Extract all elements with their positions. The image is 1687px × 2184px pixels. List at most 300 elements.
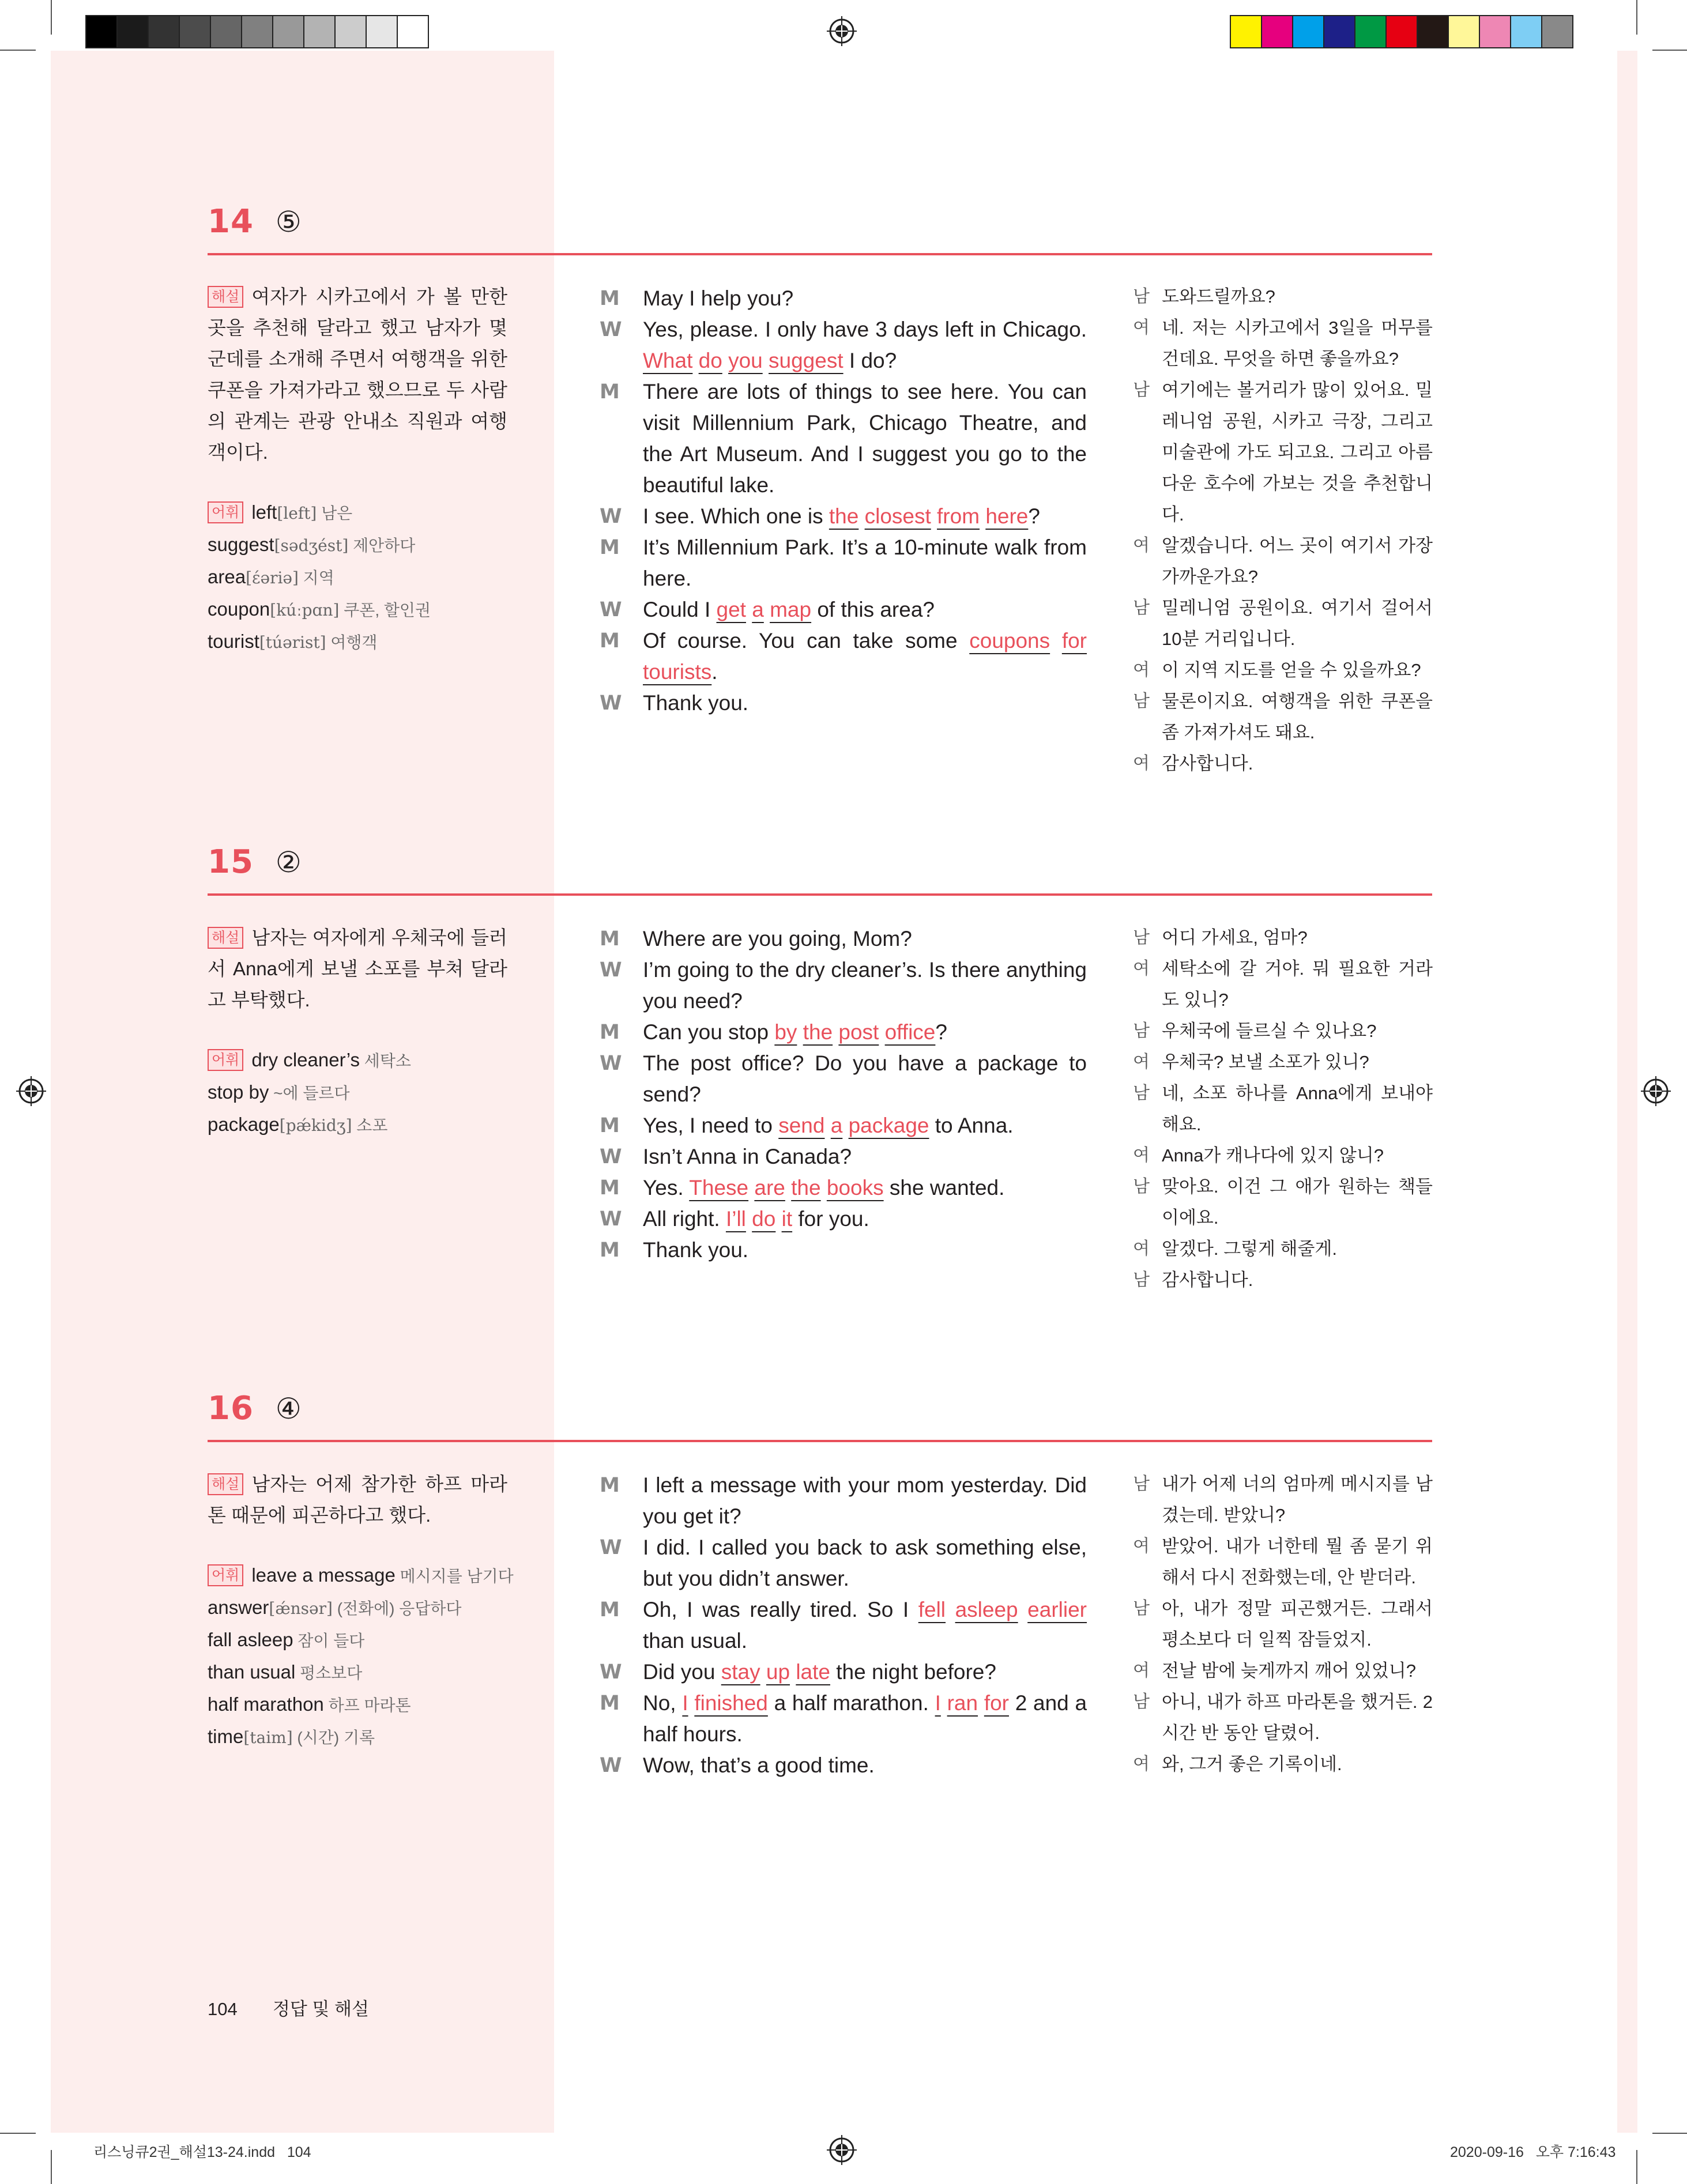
translation-text: 이 지역 지도를 얻을 수 있을까요? bbox=[1162, 660, 1421, 680]
blank-answer: map bbox=[770, 598, 812, 621]
grayscale-swatch bbox=[397, 15, 429, 48]
translation-line bbox=[1133, 1593, 1433, 1655]
dialogue-line bbox=[600, 1594, 1087, 1657]
page-footer bbox=[208, 1994, 369, 2020]
translation-text: 어디 가세요, 엄마? bbox=[1162, 927, 1308, 948]
translation-line bbox=[1133, 1140, 1433, 1171]
color-swatch bbox=[1479, 15, 1511, 48]
blank-answer: do bbox=[698, 349, 722, 372]
question-number: 15 bbox=[208, 843, 254, 881]
vocab-phonetic: [left] bbox=[277, 504, 317, 523]
explanation-tag: 해설 bbox=[208, 286, 243, 308]
blank-answer: post bbox=[838, 1020, 879, 1044]
speaker-label: M bbox=[600, 1598, 620, 1621]
translation-text: 네, 소포 하나를 Anna에게 보내야 해요. bbox=[1162, 1083, 1433, 1134]
vocab-phonetic: [túərist] bbox=[259, 633, 326, 652]
blank-answer: for bbox=[984, 1691, 1009, 1715]
vocab-meaning: 메시지를 남기다 bbox=[395, 1567, 514, 1585]
blank-answer: it bbox=[781, 1207, 793, 1231]
speaker-label: 남 bbox=[1133, 1692, 1150, 1711]
translation-text: 내가 어제 너의 엄마께 메시지를 남겼는데. 받았니? bbox=[1162, 1474, 1433, 1525]
speaker-label: 남 bbox=[1133, 692, 1150, 711]
explanation-block bbox=[208, 1469, 514, 1753]
speaker-label: 남 bbox=[1133, 1474, 1150, 1493]
speaker-label: 남 bbox=[1133, 287, 1150, 306]
vocab-word: stop by bbox=[208, 1081, 269, 1103]
blank-answer: by bbox=[774, 1020, 797, 1044]
translation-line bbox=[1133, 1171, 1433, 1234]
vocab-word: area bbox=[208, 566, 246, 587]
english-dialogue bbox=[600, 923, 1087, 1266]
grayscale-swatch bbox=[148, 15, 180, 48]
answer-number: ④ bbox=[275, 1391, 302, 1425]
vocab-item bbox=[208, 1044, 507, 1077]
vocab-meaning: 지역 bbox=[298, 569, 334, 587]
translation-text: 밀레니엄 공원이요. 여기서 걸어서 10분 거리입니다. bbox=[1162, 598, 1433, 649]
crop-mark bbox=[1652, 2133, 1687, 2134]
dialogue-text: I’m going to the dry cleaner’s. Is there anything you need? bbox=[643, 958, 1087, 1013]
blank-answer: a bbox=[830, 1114, 843, 1137]
dialogue-line bbox=[600, 501, 1087, 532]
vocab-item bbox=[208, 561, 507, 594]
vocab-phonetic: [kúːpɑn] bbox=[270, 601, 340, 620]
vocab-item bbox=[208, 594, 507, 626]
translation-line bbox=[1133, 1078, 1433, 1140]
speaker-label: W bbox=[600, 1052, 622, 1075]
dialogue-text: Where are you going, Mom? bbox=[643, 927, 912, 950]
speaker-label: M bbox=[600, 1021, 620, 1044]
translation-text: Anna가 캐나다에 있지 않니? bbox=[1162, 1145, 1384, 1165]
blank-answer: tourists bbox=[643, 660, 712, 684]
speaker-label: W bbox=[600, 1536, 622, 1559]
registration-mark-bottom bbox=[827, 2135, 857, 2165]
blank-answer: coupons bbox=[969, 629, 1050, 652]
dialogue-text: There are lots of things to see here. You can visit Millennium Park, Chicago Theatre, and the Art Museum. And I suggest you go to the beautiful lake. bbox=[643, 380, 1087, 497]
translation-line bbox=[1133, 953, 1433, 1016]
translation-text: 받았어. 내가 너한테 뭘 좀 묻기 위해서 다시 전화했는데, 안 받더라. bbox=[1162, 1536, 1433, 1587]
vocab-item bbox=[208, 1657, 507, 1689]
speaker-label: 남 bbox=[1133, 1021, 1150, 1040]
translation-line bbox=[1133, 748, 1433, 779]
dialogue-text: I see. Which one is the closest from here? bbox=[643, 504, 1040, 528]
translation-line bbox=[1133, 312, 1433, 375]
answer-number: ② bbox=[275, 845, 302, 879]
registration-mark-left bbox=[16, 1076, 46, 1106]
dialogue-text: It’s Millennium Park. It’s a 10-minute walk from here. bbox=[643, 535, 1087, 590]
question-16-header bbox=[208, 1390, 302, 1427]
color-swatch bbox=[1541, 15, 1573, 48]
translation-text: 와, 그거 좋은 기록이네. bbox=[1162, 1754, 1342, 1774]
translation-text: 알겠다. 그렇게 해줄게. bbox=[1162, 1239, 1337, 1259]
grayscale-swatch bbox=[85, 15, 118, 48]
speaker-label: 여 bbox=[1133, 1755, 1150, 1774]
blank-answer: I bbox=[935, 1691, 941, 1715]
speaker-label: W bbox=[600, 959, 622, 982]
speaker-label: 여 bbox=[1133, 536, 1150, 555]
vocab-word: fall asleep bbox=[208, 1629, 293, 1650]
vocab-word: package bbox=[208, 1114, 280, 1135]
speaker-label: 남 bbox=[1133, 380, 1150, 399]
dialogue-text: May I help you? bbox=[643, 286, 794, 310]
speaker-label: M bbox=[600, 1474, 620, 1497]
vocab-phonetic: [sədʒést] bbox=[274, 536, 349, 555]
vocab-meaning: ~에 들르다 bbox=[269, 1084, 350, 1102]
speaker-label: W bbox=[600, 318, 622, 341]
blank-answer: are bbox=[754, 1176, 785, 1199]
translation-line bbox=[1133, 1234, 1433, 1265]
speaker-label: 여 bbox=[1133, 1053, 1150, 1072]
korean-translation bbox=[1133, 281, 1433, 779]
translation-line bbox=[1133, 686, 1433, 748]
speaker-label: W bbox=[600, 1661, 622, 1684]
translation-text: 아니, 내가 하프 마라톤을 했거든. 2시간 반 동안 달렸어. bbox=[1162, 1692, 1433, 1743]
dialogue-text: Yes, please. I only have 3 days left in Chicago. What do you suggest I do? bbox=[643, 318, 1087, 372]
grayscale-swatch bbox=[334, 15, 367, 48]
translation-line bbox=[1133, 1047, 1433, 1078]
grayscale-swatch bbox=[366, 15, 398, 48]
dialogue-text: Oh, I was really tired. So I fell asleep earlier than usual. bbox=[643, 1598, 1087, 1653]
speaker-label: W bbox=[600, 505, 622, 528]
speaker-label: M bbox=[600, 1176, 620, 1199]
vocab-phonetic: [pǽkidʒ] bbox=[279, 1116, 352, 1135]
vocab-meaning: 제안하다 bbox=[348, 537, 416, 555]
print-timestamp: 2020-09-16 오후 7:16:43 bbox=[1450, 2144, 1616, 2160]
speaker-label: 여 bbox=[1133, 661, 1150, 680]
vocab-meaning: 잠이 들다 bbox=[293, 1632, 365, 1650]
vocab-meaning: 평소보다 bbox=[295, 1664, 363, 1682]
vocab-word: dry cleaner’s bbox=[251, 1049, 360, 1070]
translation-line bbox=[1133, 1687, 1433, 1749]
speaker-label: W bbox=[600, 1754, 622, 1777]
color-swatch bbox=[1510, 15, 1542, 48]
translation-text: 도와드릴까요? bbox=[1162, 286, 1275, 307]
speaker-label: 여 bbox=[1133, 1146, 1150, 1165]
blank-answer: earlier bbox=[1027, 1598, 1087, 1621]
dialogue-line bbox=[600, 1657, 1087, 1688]
speaker-label: M bbox=[600, 380, 620, 403]
speaker-label: W bbox=[600, 598, 622, 621]
blank-answer: get bbox=[716, 598, 746, 621]
vocab-word: tourist bbox=[208, 631, 259, 652]
blank-answer: closest bbox=[864, 504, 931, 528]
speaker-label: 여 bbox=[1133, 1661, 1150, 1680]
dialogue-text: Isn’t Anna in Canada? bbox=[643, 1145, 852, 1168]
vocab-meaning: (전화에) 응답하다 bbox=[332, 1600, 462, 1617]
vocab-item bbox=[208, 1721, 507, 1753]
vocab-word: answer bbox=[208, 1597, 269, 1618]
dialogue-text: I left a message with your mom yesterday. Did you get it? bbox=[643, 1473, 1087, 1528]
speaker-label: M bbox=[600, 629, 620, 652]
blank-answer: the bbox=[803, 1020, 833, 1044]
vocab-meaning: (시간) 기록 bbox=[292, 1729, 375, 1747]
blank-answer: you bbox=[728, 349, 763, 372]
blank-answer: stay bbox=[721, 1660, 760, 1684]
dialogue-line bbox=[600, 1204, 1087, 1235]
translation-text: 여기에는 볼거리가 많이 있어요. 밀레니엄 공원, 시카고 극장, 그리고 미술관에 가도 되고요. 그리고 아름다운 호수에 가보는 것을 추천합니다. bbox=[1162, 380, 1433, 525]
explanation-text: 해설 남자는 어제 참가한 하프 마라톤 때문에 피곤하다고 했다. bbox=[208, 1473, 507, 1526]
vocab-item bbox=[208, 1592, 507, 1624]
vocab-list bbox=[208, 1044, 507, 1141]
vocab-item bbox=[208, 529, 507, 561]
registration-mark-top bbox=[827, 16, 857, 46]
speaker-label: M bbox=[600, 287, 620, 310]
vocab-word: suggest bbox=[208, 534, 274, 555]
color-swatch bbox=[1354, 15, 1387, 48]
dialogue-text: Can you stop by the post office? bbox=[643, 1020, 947, 1044]
explanation-text: 해설 남자는 여자에게 우체국에 들러서 Anna에게 보낼 소포를 부쳐 달라고 부탁했다. bbox=[208, 927, 507, 1010]
grayscale-swatch bbox=[179, 15, 211, 48]
vocab-word: than usual bbox=[208, 1661, 296, 1683]
explanation-tag: 해설 bbox=[208, 1473, 243, 1495]
translation-line bbox=[1133, 375, 1433, 530]
crop-mark bbox=[0, 2133, 36, 2134]
dialogue-line bbox=[600, 688, 1087, 719]
grayscale-swatch bbox=[210, 15, 242, 48]
speaker-label: W bbox=[600, 1208, 622, 1231]
translation-line bbox=[1133, 922, 1433, 953]
dialogue-text: Did you stay up late the night before? bbox=[643, 1660, 996, 1684]
grayscale-color-bar bbox=[85, 15, 428, 48]
translation-line bbox=[1133, 593, 1433, 655]
color-swatch bbox=[1448, 15, 1480, 48]
crop-mark bbox=[0, 50, 36, 51]
translation-line bbox=[1133, 1531, 1433, 1593]
dialogue-line bbox=[600, 314, 1087, 376]
color-swatch bbox=[1261, 15, 1293, 48]
vocab-list bbox=[208, 497, 507, 658]
dialogue-line bbox=[600, 1688, 1087, 1750]
blank-answer: office bbox=[884, 1020, 936, 1044]
vocab-word: half marathon bbox=[208, 1693, 324, 1715]
speaker-label: 남 bbox=[1133, 1084, 1150, 1103]
korean-translation bbox=[1133, 922, 1433, 1296]
dialogue-text: Could I get a map of this area? bbox=[643, 598, 935, 621]
vocab-meaning: 남은 bbox=[317, 504, 353, 522]
blank-answer: These bbox=[689, 1176, 749, 1199]
translation-text: 우체국에 들르실 수 있나요? bbox=[1162, 1021, 1377, 1041]
dialogue-line bbox=[600, 1048, 1087, 1110]
dialogue-text: The post office? Do you have a package to send? bbox=[643, 1051, 1087, 1106]
question-number: 14 bbox=[208, 203, 254, 240]
speaker-label: 남 bbox=[1133, 1270, 1150, 1289]
blank-answer: ran bbox=[947, 1691, 978, 1715]
vocab-word: leave a message bbox=[251, 1564, 396, 1586]
dialogue-text: Thank you. bbox=[643, 691, 749, 715]
vocab-word: left bbox=[251, 501, 277, 523]
dialogue-text: Thank you. bbox=[643, 1238, 749, 1262]
translation-line bbox=[1133, 655, 1433, 686]
dialogue-text: Yes, I need to send a package to Anna. bbox=[643, 1114, 1014, 1137]
blank-answer: up bbox=[766, 1660, 790, 1684]
vocab-item bbox=[208, 626, 507, 658]
blank-answer: I’ll bbox=[725, 1207, 746, 1231]
speaker-label: 여 bbox=[1133, 754, 1150, 773]
translation-line bbox=[1133, 281, 1433, 312]
color-swatch bbox=[1417, 15, 1449, 48]
translation-text: 알겠습니다. 어느 곳이 여기서 가장 가까운가요? bbox=[1162, 535, 1433, 587]
vocab-item bbox=[208, 1560, 514, 1592]
color-swatch bbox=[1230, 15, 1262, 48]
speaker-label: 남 bbox=[1133, 1599, 1150, 1618]
dialogue-text: All right. I’ll do it for you. bbox=[643, 1207, 869, 1231]
translation-line bbox=[1133, 1265, 1433, 1296]
cmyk-color-bar bbox=[1230, 15, 1572, 48]
blank-answer: here bbox=[985, 504, 1029, 528]
answer-number: ⑤ bbox=[275, 205, 302, 239]
dialogue-line bbox=[600, 1532, 1087, 1594]
vocab-phonetic: [έəriə] bbox=[246, 568, 299, 587]
speaker-label: 여 bbox=[1133, 1239, 1150, 1258]
question-divider bbox=[208, 893, 1432, 896]
blank-answer: from bbox=[937, 504, 980, 528]
speaker-label: M bbox=[600, 927, 620, 950]
question-number: 16 bbox=[208, 1390, 254, 1427]
translation-text: 우체국? 보낼 소포가 있니? bbox=[1162, 1052, 1369, 1072]
vocab-meaning: 소포 bbox=[352, 1116, 388, 1134]
blank-answer: finished bbox=[694, 1691, 768, 1715]
speaker-label: W bbox=[600, 692, 622, 715]
vocab-phonetic: [ǽnsər] bbox=[269, 1599, 333, 1618]
question-divider bbox=[208, 253, 1432, 255]
blank-answer: do bbox=[752, 1207, 776, 1231]
file-slug: 리스닝큐2권_해설13-24.indd 104 bbox=[93, 2144, 311, 2160]
speaker-label: W bbox=[600, 1145, 622, 1168]
dialogue-line bbox=[600, 923, 1087, 955]
dialogue-line bbox=[600, 1750, 1087, 1781]
color-swatch bbox=[1292, 15, 1324, 48]
page-number: 104 bbox=[208, 1999, 238, 2019]
speaker-label: 여 bbox=[1133, 318, 1150, 337]
explanation-text: 해설 여자가 시카고에서 가 볼 만한 곳을 추천해 달라고 했고 남자가 몇 군데를 소개해 주면서 여행객을 위한 쿠폰을 가져가라고 했으므로 두 사람의 관계는 관광 안내소 직원과 여행객이다. bbox=[208, 286, 507, 463]
english-dialogue bbox=[600, 283, 1087, 719]
speaker-label: 남 bbox=[1133, 598, 1150, 617]
dialogue-text: Of course. You can take some coupons for tourists. bbox=[643, 629, 1087, 684]
vocab-word: coupon bbox=[208, 598, 270, 620]
dialogue-line bbox=[600, 532, 1087, 594]
speaker-label: 여 bbox=[1133, 959, 1150, 978]
vocab-item bbox=[208, 497, 507, 529]
color-swatch bbox=[1385, 15, 1418, 48]
blank-answer: send bbox=[778, 1114, 825, 1137]
dialogue-text: I did. I called you back to ask something else, but you didn’t answer. bbox=[643, 1536, 1087, 1590]
crop-mark bbox=[1652, 50, 1687, 51]
color-swatch bbox=[1323, 15, 1355, 48]
translation-text: 감사합니다. bbox=[1162, 1270, 1253, 1290]
translation-line bbox=[1133, 1016, 1433, 1047]
dialogue-line bbox=[600, 376, 1087, 501]
explanation-block bbox=[208, 281, 507, 658]
grayscale-swatch bbox=[241, 15, 273, 48]
vocab-tag: 어휘 bbox=[208, 1049, 243, 1071]
blank-answer: suggest bbox=[769, 349, 843, 372]
blank-answer: fell bbox=[918, 1598, 946, 1621]
dialogue-line bbox=[600, 1110, 1087, 1141]
vocab-item bbox=[208, 1109, 507, 1141]
speaker-label: 남 bbox=[1133, 928, 1150, 947]
vocab-word: time bbox=[208, 1726, 244, 1747]
vocab-meaning: 쿠폰, 할인권 bbox=[339, 601, 431, 619]
vocab-phonetic: [taim] bbox=[243, 1728, 293, 1747]
grayscale-swatch bbox=[303, 15, 336, 48]
speaker-label: 남 bbox=[1133, 1177, 1150, 1196]
vocab-tag: 어휘 bbox=[208, 1564, 243, 1586]
vocab-item bbox=[208, 1689, 507, 1721]
question-divider bbox=[208, 1440, 1432, 1442]
vocab-meaning: 하프 마라톤 bbox=[323, 1696, 411, 1714]
dialogue-text: No, I finished a half marathon. I ran for 2 and a half hours. bbox=[643, 1691, 1087, 1746]
translation-text: 네. 저는 시카고에서 3일을 머무를 건데요. 무엇을 하면 좋을까요? bbox=[1162, 318, 1433, 369]
dialogue-text: Wow, that’s a good time. bbox=[643, 1753, 875, 1777]
dialogue-text: Yes. These are the books she wanted. bbox=[643, 1176, 1005, 1199]
blank-answer: the bbox=[791, 1176, 821, 1199]
dialogue-line bbox=[600, 1141, 1087, 1172]
speaker-label: M bbox=[600, 1692, 620, 1715]
vocab-tag: 어휘 bbox=[208, 501, 243, 523]
blank-answer: late bbox=[796, 1660, 830, 1684]
translation-text: 물론이지요. 여행객을 위한 쿠폰을 좀 가져가셔도 돼요. bbox=[1162, 691, 1433, 742]
grayscale-swatch bbox=[116, 15, 149, 48]
explanation-block bbox=[208, 922, 507, 1141]
dialogue-line bbox=[600, 1235, 1087, 1266]
dialogue-line bbox=[600, 955, 1087, 1017]
dialogue-line bbox=[600, 1470, 1087, 1532]
vocab-meaning: 여행객 bbox=[326, 633, 378, 651]
translation-text: 세탁소에 갈 거야. 뭐 필요한 거라도 있니? bbox=[1162, 959, 1433, 1010]
right-pink-strip bbox=[1617, 51, 1637, 2133]
vocab-item bbox=[208, 1077, 507, 1109]
translation-text: 맞아요. 이건 그 애가 원하는 책들이에요. bbox=[1162, 1176, 1433, 1228]
blank-answer: package bbox=[848, 1114, 929, 1137]
speaker-label: M bbox=[600, 1239, 620, 1262]
blank-answer: What bbox=[643, 349, 693, 372]
speaker-label: M bbox=[600, 1114, 620, 1137]
dialogue-line bbox=[600, 283, 1087, 314]
vocab-item bbox=[208, 1624, 507, 1657]
question-15-header bbox=[208, 843, 302, 881]
crop-mark bbox=[1636, 2150, 1637, 2184]
explanation-tag: 해설 bbox=[208, 927, 243, 949]
dialogue-line bbox=[600, 625, 1087, 688]
translation-text: 아, 내가 정말 피곤했거든. 그래서 평소보다 더 일찍 잠들었지. bbox=[1162, 1598, 1433, 1650]
crop-mark bbox=[51, 2150, 52, 2184]
crop-mark bbox=[51, 0, 52, 35]
blank-answer: a bbox=[752, 598, 764, 621]
registration-mark-right bbox=[1641, 1076, 1671, 1106]
vocab-list bbox=[208, 1560, 514, 1753]
translation-line bbox=[1133, 530, 1433, 593]
blank-answer: asleep bbox=[955, 1598, 1018, 1621]
section-title: 정답 및 해설 bbox=[272, 1999, 369, 2019]
blank-answer: the bbox=[829, 504, 859, 528]
dialogue-line bbox=[600, 594, 1087, 625]
blank-answer: I bbox=[682, 1691, 688, 1715]
blank-answer: for bbox=[1061, 629, 1087, 652]
vocab-meaning: 세탁소 bbox=[360, 1052, 411, 1070]
korean-translation bbox=[1133, 1469, 1433, 1780]
speaker-label: 여 bbox=[1133, 1537, 1150, 1556]
grayscale-swatch bbox=[272, 15, 304, 48]
translation-text: 전날 밤에 늦게까지 깨어 있었니? bbox=[1162, 1661, 1416, 1681]
translation-line bbox=[1133, 1655, 1433, 1687]
dialogue-line bbox=[600, 1017, 1087, 1048]
question-14-header bbox=[208, 203, 302, 240]
dialogue-line bbox=[600, 1172, 1087, 1204]
crop-mark bbox=[1636, 0, 1637, 35]
english-dialogue bbox=[600, 1470, 1087, 1781]
translation-line bbox=[1133, 1469, 1433, 1531]
translation-text: 감사합니다. bbox=[1162, 753, 1253, 774]
speaker-label: M bbox=[600, 536, 620, 559]
